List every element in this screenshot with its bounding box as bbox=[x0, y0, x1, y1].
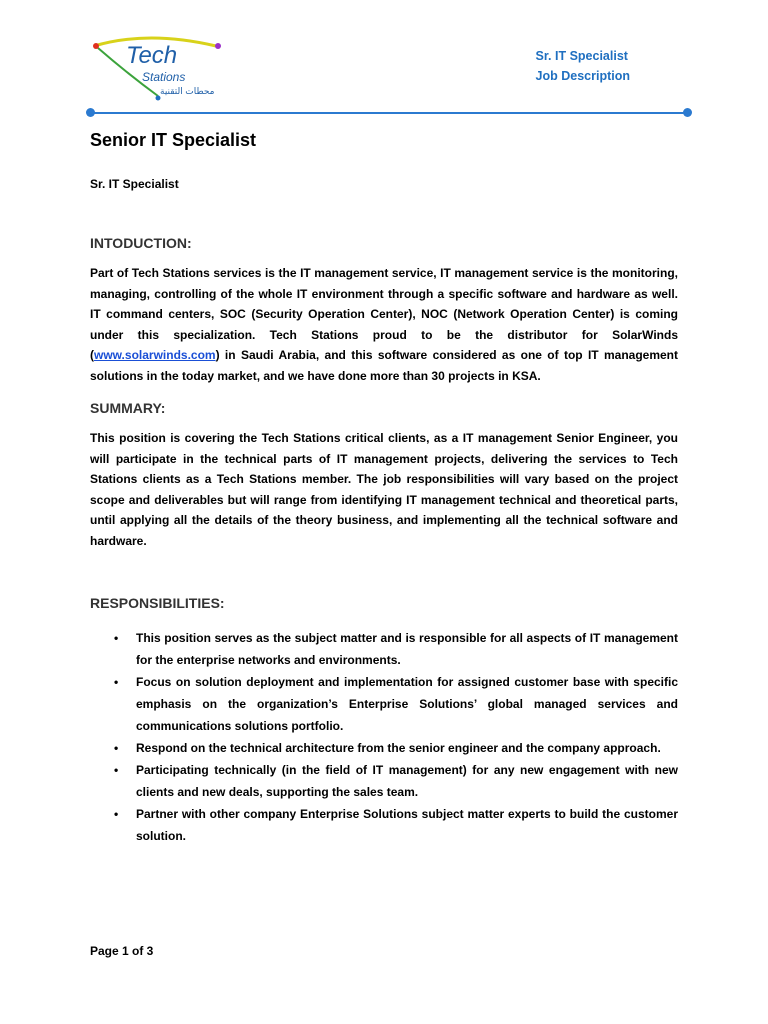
intro-paragraph bbox=[90, 263, 678, 386]
list-item bbox=[90, 737, 678, 759]
list-item-text: Focus on solution deployment and implementation for assigned customer base with specific emphasis on the organization’s Enterprise Solutions’ global managed services and communications solutions portfolio. bbox=[136, 675, 678, 733]
list-item bbox=[90, 759, 678, 803]
rule-right-dot-icon bbox=[683, 108, 692, 117]
bullet-icon: • bbox=[114, 763, 119, 777]
intro-text-1: Part of Tech Stations services is the IT management service, IT management service is the monitoring, managing, controlling of the whole IT environment through a specific software and hardware as well. IT command centers, SOC (Security Operation Center), NOC (Network Operation Center) is coming under this specialization. Tech Stations proud to be the distributor for SolarWinds ( bbox=[90, 266, 678, 362]
company-logo bbox=[88, 34, 228, 106]
page-subtitle: Sr. IT Specialist bbox=[90, 177, 179, 191]
intro-heading: INTODUCTION: bbox=[90, 235, 192, 251]
solarwinds-link[interactable]: www.solarwinds.com bbox=[94, 348, 216, 362]
bullet-icon: • bbox=[114, 631, 119, 645]
bullet-icon: • bbox=[114, 675, 119, 689]
document-body bbox=[90, 130, 678, 847]
list-item-text: Participating technically (in the field of IT management) for any new engagement with new clients and new deals, supporting the sales team. bbox=[136, 763, 678, 799]
logo-wordmark: Tech bbox=[126, 42, 178, 69]
header-doc-type: Job Description bbox=[535, 69, 630, 83]
list-item bbox=[90, 671, 678, 737]
list-item-text: This position serves as the subject matter and is responsible for all aspects of IT management for the enterprise networks and environments. bbox=[136, 631, 678, 667]
header-role: Sr. IT Specialist bbox=[535, 49, 628, 63]
list-item-text: Respond on the technical architecture from the senior engineer and the company approach. bbox=[136, 741, 661, 755]
responsibilities-list bbox=[90, 627, 678, 847]
bullet-icon: • bbox=[114, 741, 119, 755]
page-title: Senior IT Specialist bbox=[90, 130, 257, 150]
logo-subtitle: Stations bbox=[142, 70, 186, 84]
list-item-text: Partner with other company Enterprise Solutions subject matter experts to build the customer solution. bbox=[136, 807, 678, 843]
header-divider bbox=[90, 112, 688, 114]
page-number: Page 1 of 3 bbox=[90, 944, 154, 958]
summary-heading: SUMMARY: bbox=[90, 400, 166, 416]
intro-text-2: ) in Saudi Arabia, and this software considered as one of top IT management solutions in the today market, and we have done more than 30 projects in KSA. bbox=[90, 348, 678, 383]
summary-paragraph: This position is covering the Tech Stations critical clients, as a IT management Senior Engineer, you will participate in the technical parts of IT management projects, delivering the services to Tech Stations clients as a Tech Stations member. The job responsibilities will vary based on the project scope and deliverables but will range from identifying IT management technical and theoretical parts, until applying all the details of the theory business, and implementing all the technical software and hardware. bbox=[90, 431, 678, 548]
bullet-icon: • bbox=[114, 807, 119, 821]
list-item bbox=[90, 803, 678, 847]
logo-arabic-text: محطات التقنية bbox=[160, 86, 215, 96]
document-header-info bbox=[536, 46, 630, 86]
responsibilities-heading: RESPONSIBILITIES: bbox=[90, 595, 225, 611]
list-item bbox=[90, 627, 678, 671]
